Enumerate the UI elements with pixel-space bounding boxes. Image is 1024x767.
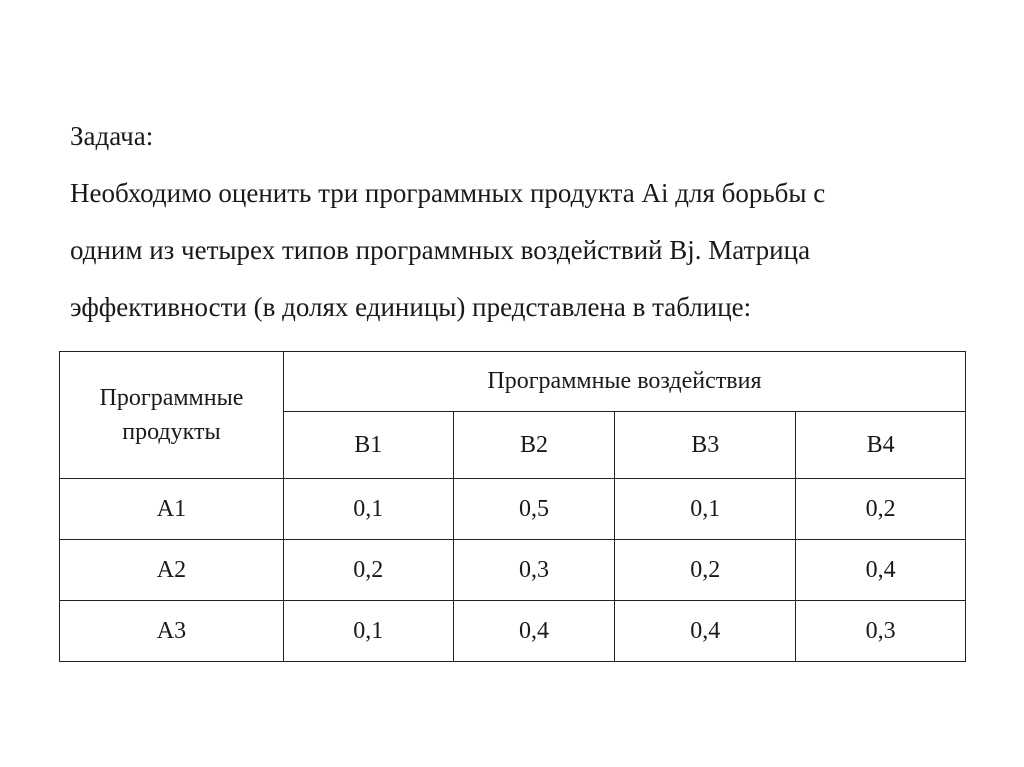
table-cell: 0,2 — [615, 540, 796, 601]
row-label-a3: A3 — [60, 601, 284, 662]
table-cell: 0,3 — [453, 540, 615, 601]
table-cell: 0,1 — [283, 601, 453, 662]
column-header-b3: B3 — [615, 412, 796, 479]
table-row — [60, 601, 966, 662]
table-cell: 0,4 — [453, 601, 615, 662]
table-cell: 0,1 — [283, 479, 453, 540]
column-header-b4: B4 — [796, 412, 966, 479]
row-label-a1: A1 — [60, 479, 284, 540]
table-cell: 0,2 — [796, 479, 966, 540]
task-line-2: одним из четырех типов программных воздействий Bj. Матрица — [70, 235, 811, 265]
column-header-b1: B1 — [283, 412, 453, 479]
table-cell: 0,5 — [453, 479, 615, 540]
table-cell: 0,4 — [796, 540, 966, 601]
task-heading: Задача: — [70, 121, 154, 151]
corner-header-line-2: продукты — [122, 419, 221, 445]
table-cell: 0,3 — [796, 601, 966, 662]
column-header-b2: B2 — [453, 412, 615, 479]
table-header-row — [60, 352, 966, 412]
task-line-3: эффективности (в долях единицы) представлена в таблице: — [70, 292, 752, 322]
corner-header-cell — [60, 352, 284, 479]
table-cell: 0,4 — [615, 601, 796, 662]
table-cell: 0,1 — [615, 479, 796, 540]
task-line-1: Необходимо оценить три программных продукта Ai для борьбы с — [70, 178, 826, 208]
table-cell: 0,2 — [283, 540, 453, 601]
effectiveness-matrix-table — [59, 351, 966, 662]
row-label-a2: A2 — [60, 540, 284, 601]
table-row — [60, 479, 966, 540]
table-row — [60, 540, 966, 601]
task-description — [70, 108, 970, 336]
group-header-cell: Программные воздействия — [283, 352, 965, 412]
corner-header-line-1: Программные — [99, 385, 244, 411]
